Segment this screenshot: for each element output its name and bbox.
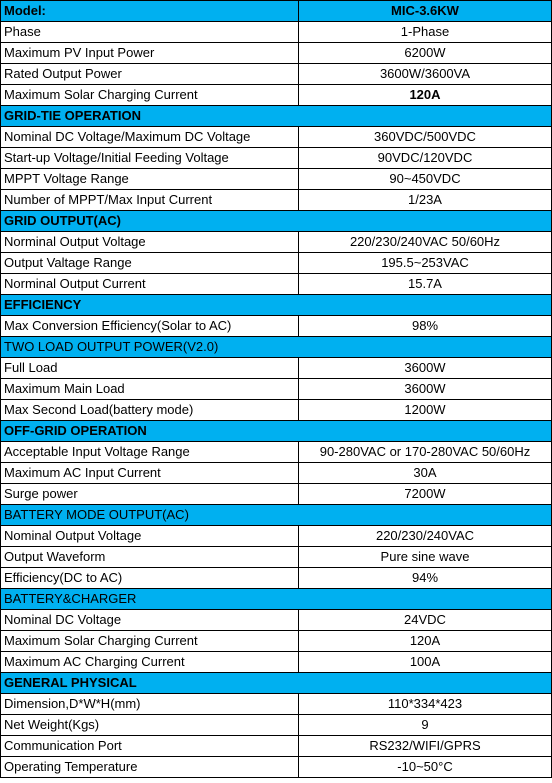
section-title: BATTERY MODE OUTPUT(AC) — [1, 505, 552, 526]
spec-value: 360VDC/500VDC — [299, 127, 552, 148]
spec-label: Output Waveform — [1, 547, 299, 568]
spec-label: Output Valtage Range — [1, 253, 299, 274]
spec-row — [1, 274, 552, 295]
spec-row — [1, 85, 552, 106]
spec-row — [1, 190, 552, 211]
spec-row — [1, 652, 552, 673]
spec-row — [1, 379, 552, 400]
section-header-row — [1, 106, 552, 127]
spec-value: 90VDC/120VDC — [299, 148, 552, 169]
spec-label: Maximum PV Input Power — [1, 43, 299, 64]
spec-row — [1, 715, 552, 736]
spec-row — [1, 232, 552, 253]
model-header-row — [1, 1, 552, 22]
spec-value: 24VDC — [299, 610, 552, 631]
spec-label: Surge power — [1, 484, 299, 505]
spec-label: Full Load — [1, 358, 299, 379]
spec-row — [1, 253, 552, 274]
section-title: TWO LOAD OUTPUT POWER(V2.0) — [1, 337, 552, 358]
spec-value: 220/230/240VAC — [299, 526, 552, 547]
spec-value: -10~50°C — [299, 757, 552, 778]
spec-value: 120A — [299, 631, 552, 652]
model-header-label: Model: — [1, 1, 299, 22]
spec-value: 3600W — [299, 358, 552, 379]
section-title: OFF-GRID OPERATION — [1, 421, 552, 442]
spec-row — [1, 358, 552, 379]
spec-row — [1, 484, 552, 505]
spec-row — [1, 148, 552, 169]
spec-value: 30A — [299, 463, 552, 484]
spec-label: Operating Temperature — [1, 757, 299, 778]
spec-value: 100A — [299, 652, 552, 673]
spec-row — [1, 64, 552, 85]
spec-value: 7200W — [299, 484, 552, 505]
spec-label: Net Weight(Kgs) — [1, 715, 299, 736]
spec-value: 1-Phase — [299, 22, 552, 43]
section-title: BATTERY&CHARGER — [1, 589, 552, 610]
spec-value: 3600W — [299, 379, 552, 400]
spec-row — [1, 547, 552, 568]
spec-row — [1, 526, 552, 547]
spec-row — [1, 736, 552, 757]
spec-label: Maximum Solar Charging Current — [1, 85, 299, 106]
spec-value: 220/230/240VAC 50/60Hz — [299, 232, 552, 253]
section-header-row — [1, 589, 552, 610]
spec-row — [1, 127, 552, 148]
spec-row — [1, 631, 552, 652]
section-header-row — [1, 421, 552, 442]
spec-row — [1, 169, 552, 190]
spec-value: RS232/WIFI/GPRS — [299, 736, 552, 757]
spec-label: Norminal Output Voltage — [1, 232, 299, 253]
spec-label: Acceptable Input Voltage Range — [1, 442, 299, 463]
spec-value: 195.5~253VAC — [299, 253, 552, 274]
spec-label: Phase — [1, 22, 299, 43]
spec-label: Communication Port — [1, 736, 299, 757]
spec-row — [1, 463, 552, 484]
section-title: GRID-TIE OPERATION — [1, 106, 552, 127]
spec-row — [1, 43, 552, 64]
spec-value: 9 — [299, 715, 552, 736]
spec-label: Start-up Voltage/Initial Feeding Voltage — [1, 148, 299, 169]
spec-value: 90~450VDC — [299, 169, 552, 190]
spec-label: Nominal DC Voltage — [1, 610, 299, 631]
spec-value: 120A — [299, 85, 552, 106]
section-header-row — [1, 295, 552, 316]
spec-label: Maximum Main Load — [1, 379, 299, 400]
spec-value: 1/23A — [299, 190, 552, 211]
spec-value: 90-280VAC or 170-280VAC 50/60Hz — [299, 442, 552, 463]
spec-label: MPPT Voltage Range — [1, 169, 299, 190]
spec-label: Maximum Solar Charging Current — [1, 631, 299, 652]
spec-row — [1, 610, 552, 631]
spec-label: Rated Output Power — [1, 64, 299, 85]
spec-value: 6200W — [299, 43, 552, 64]
section-title: EFFICIENCY — [1, 295, 552, 316]
spec-value: 94% — [299, 568, 552, 589]
spec-value: 98% — [299, 316, 552, 337]
model-header-value: MIC-3.6KW — [299, 1, 552, 22]
spec-label: Max Conversion Efficiency(Solar to AC) — [1, 316, 299, 337]
spec-value: 15.7A — [299, 274, 552, 295]
spec-label: Maximum AC Input Current — [1, 463, 299, 484]
spec-row — [1, 400, 552, 421]
spec-table-body — [1, 1, 552, 778]
spec-label: Maximum AC Charging Current — [1, 652, 299, 673]
spec-value: 1200W — [299, 400, 552, 421]
spec-label: Efficiency(DC to AC) — [1, 568, 299, 589]
section-header-row — [1, 337, 552, 358]
spec-value: Pure sine wave — [299, 547, 552, 568]
section-title: GENERAL PHYSICAL — [1, 673, 552, 694]
spec-label: Max Second Load(battery mode) — [1, 400, 299, 421]
section-header-row — [1, 673, 552, 694]
spec-row — [1, 568, 552, 589]
spec-label: Norminal Output Current — [1, 274, 299, 295]
spec-row — [1, 22, 552, 43]
section-header-row — [1, 211, 552, 232]
spec-row — [1, 757, 552, 778]
spec-label: Nominal DC Voltage/Maximum DC Voltage — [1, 127, 299, 148]
spec-label: Number of MPPT/Max Input Current — [1, 190, 299, 211]
spec-row — [1, 694, 552, 715]
spec-label: Nominal Output Voltage — [1, 526, 299, 547]
spec-value: 110*334*423 — [299, 694, 552, 715]
spec-value: 3600W/3600VA — [299, 64, 552, 85]
spec-row — [1, 316, 552, 337]
section-title: GRID OUTPUT(AC) — [1, 211, 552, 232]
spec-row — [1, 442, 552, 463]
spec-label: Dimension,D*W*H(mm) — [1, 694, 299, 715]
section-header-row — [1, 505, 552, 526]
